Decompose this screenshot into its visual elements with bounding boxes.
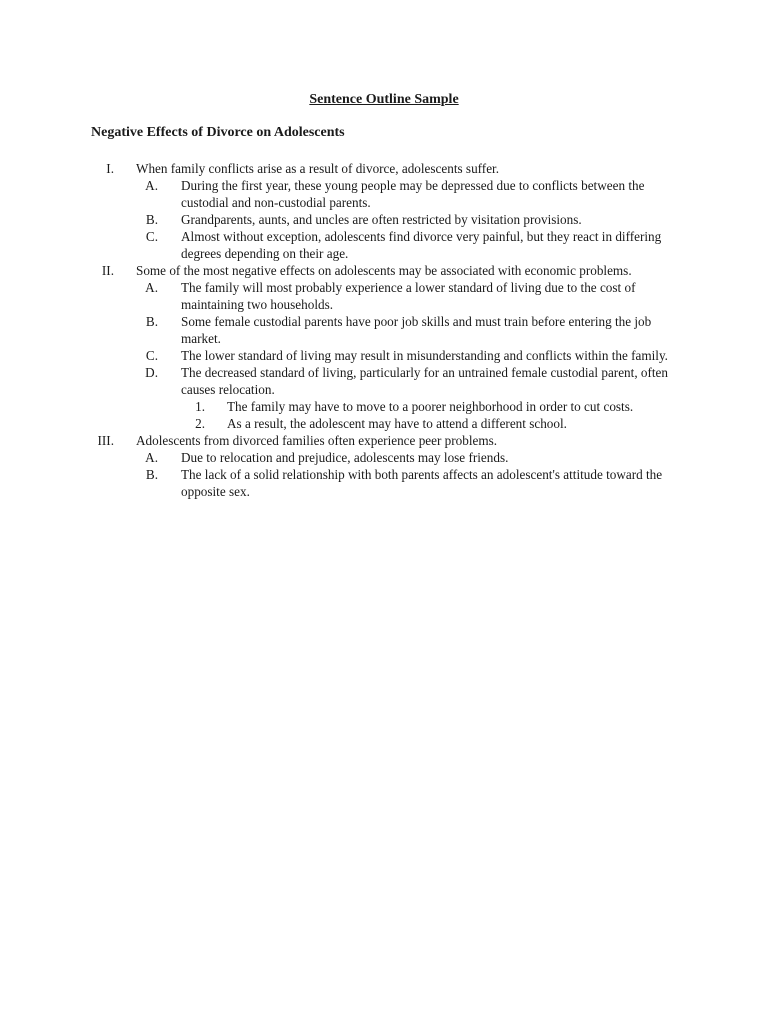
outline-item-level-2	[0, 364, 676, 398]
outline-item-level-3	[0, 415, 677, 432]
outline-marker: III.	[97, 433, 114, 448]
outline-marker: 1.	[195, 399, 205, 414]
outline-item-level-2	[0, 279, 676, 313]
outline-text: The lack of a solid relationship with both parents affects an adolescent's attitude toward the opposite sex.	[181, 467, 663, 499]
outline-text: The family will most probably experience a lower standard of living due to the cost of maintaining two households.	[181, 280, 636, 312]
outline-item-level-2	[0, 313, 676, 347]
outline-marker: A.	[145, 280, 158, 295]
outline-item-level-2	[0, 466, 676, 500]
outline-text: As a result, the adolescent may have to attend a different school.	[227, 416, 567, 431]
outline-item-level-2	[0, 211, 676, 228]
outline-text: The lower standard of living may result in misunderstanding and conflicts within the family.	[181, 348, 668, 363]
outline-item-level-3	[0, 398, 677, 415]
outline-text: When family conflicts arise as a result of divorce, adolescents suffer.	[136, 161, 500, 176]
outline-marker: D.	[145, 365, 158, 380]
outline-text: The family may have to move to a poorer neighborhood in order to cut costs.	[227, 399, 634, 414]
outline-item-level-2	[0, 449, 676, 466]
outline-text: Some of the most negative effects on adolescents may be associated with economic problems.	[136, 263, 632, 278]
outline-text: Some female custodial parents have poor job skills and must train before entering the job market.	[181, 314, 652, 346]
outline-marker: A.	[145, 178, 158, 193]
outline-marker: II.	[101, 263, 114, 278]
outline-marker: B.	[145, 467, 158, 482]
outline-text: The decreased standard of living, particularly for an untrained female custodial parent, often causes relocation.	[181, 365, 669, 397]
outline-marker: I.	[106, 161, 114, 176]
page-title: Sentence Outline Sample	[309, 92, 459, 107]
outline-heading: Negative Effects of Divorce on Adolescents	[91, 125, 345, 140]
outline-marker: B.	[145, 212, 158, 227]
outline-text: Due to relocation and prejudice, adolescents may lose friends.	[181, 450, 509, 465]
outline-item-level-2	[0, 347, 676, 364]
outline-item-level-1	[0, 262, 676, 279]
outline-text: Adolescents from divorced families often experience peer problems.	[136, 433, 498, 448]
outline-text: Almost without exception, adolescents find divorce very painful, but they react in differing degrees depending on their age.	[181, 229, 662, 261]
outline-item-level-1	[0, 432, 676, 449]
outline-item-level-2	[0, 177, 676, 211]
outline-marker: C.	[145, 348, 158, 363]
outline-text: Grandparents, aunts, and uncles are often restricted by visitation provisions.	[181, 212, 582, 227]
outline-marker: A.	[145, 450, 158, 465]
outline-item-level-1	[0, 160, 676, 177]
outline-list	[0, 160, 768, 500]
outline-marker: 2.	[195, 416, 205, 431]
outline-text: During the first year, these young people may be depressed due to conflicts between the custodial and non-custodial parents.	[181, 178, 645, 210]
outline-marker: C.	[145, 229, 158, 244]
outline-marker: B.	[145, 314, 158, 329]
outline-item-level-2	[0, 228, 676, 262]
